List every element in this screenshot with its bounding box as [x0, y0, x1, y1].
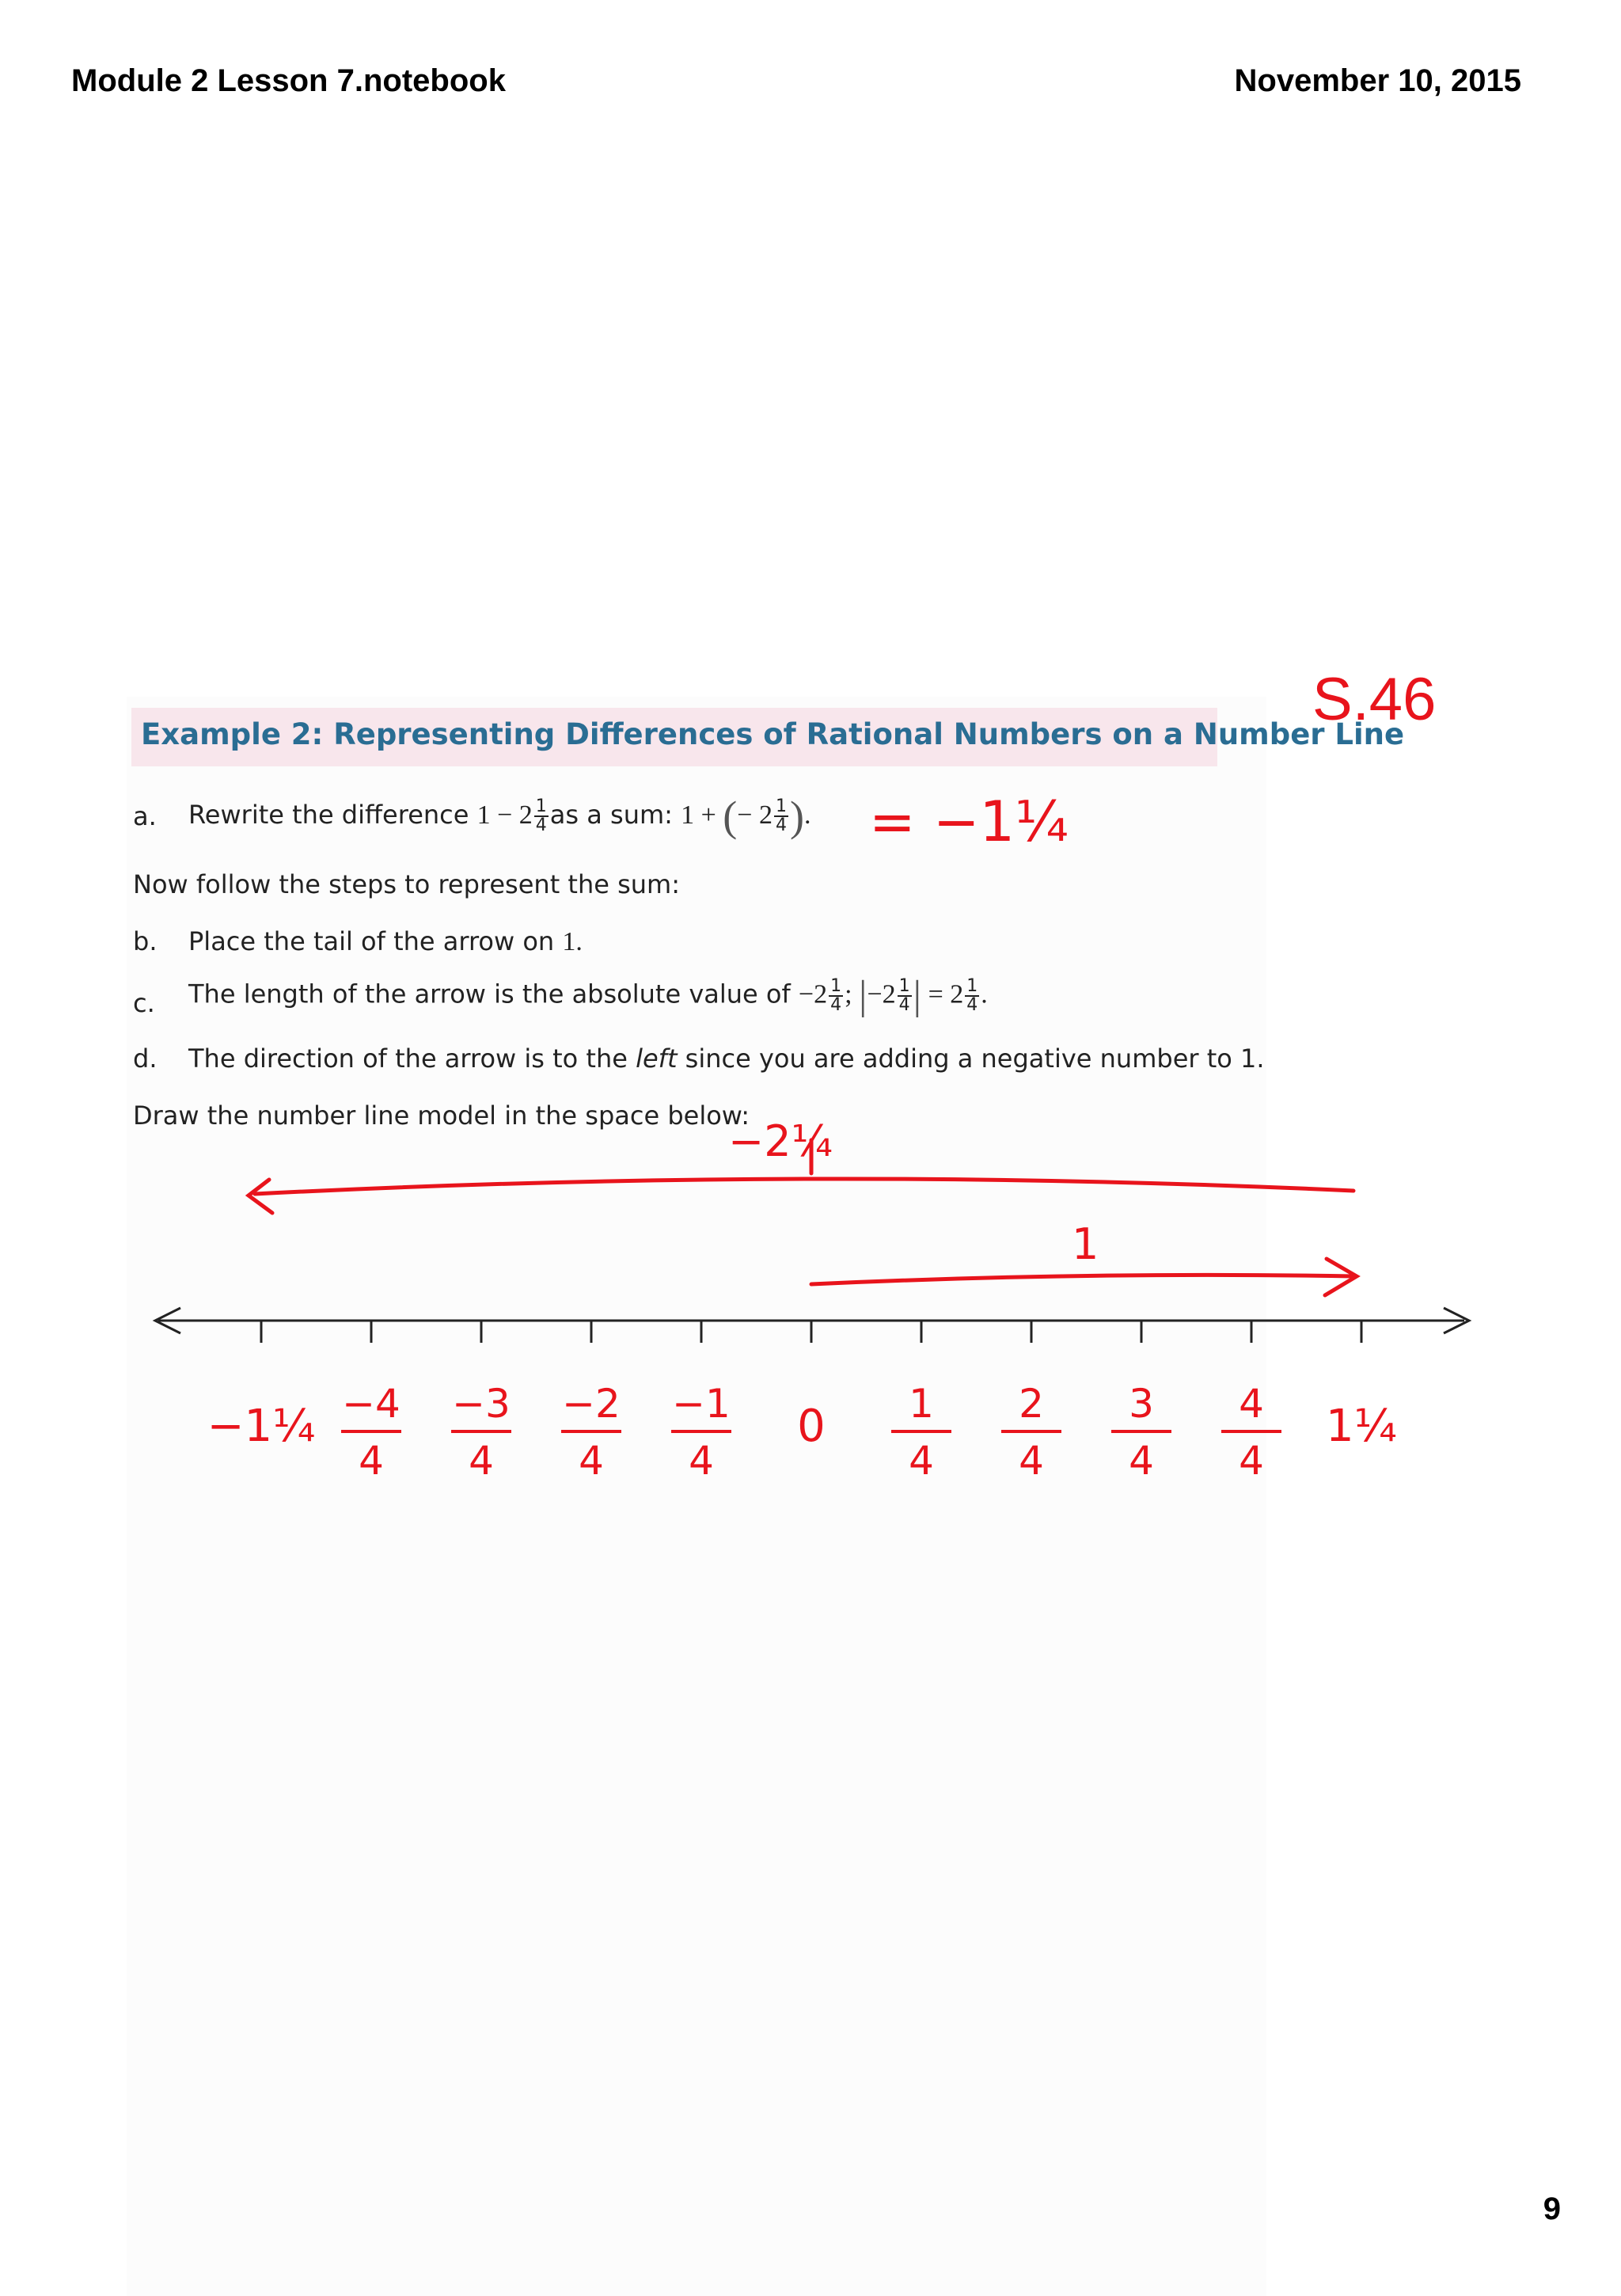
- paren-close: ): [789, 793, 804, 840]
- tick-label: [671, 1381, 731, 1484]
- item-d-marker: d.: [133, 1043, 158, 1074]
- tick-label: [1221, 1381, 1281, 1484]
- svg-text:3: 3: [1129, 1381, 1154, 1427]
- svg-text:4: 4: [909, 1438, 934, 1484]
- tick-label: [1001, 1381, 1061, 1484]
- tick-label: [1111, 1381, 1171, 1484]
- item-a-expr1: 1 − 2: [476, 800, 533, 830]
- svg-text:4: 4: [1239, 1438, 1264, 1484]
- tick-label: [561, 1381, 621, 1484]
- short-arrow: [811, 1275, 1353, 1284]
- svg-text:4: 4: [359, 1438, 384, 1484]
- svg-text:1¼: 1¼: [1326, 1401, 1397, 1452]
- svg-text:−1¼: −1¼: [207, 1401, 316, 1452]
- svg-text:4: 4: [1239, 1381, 1264, 1427]
- svg-text:−1: −1: [672, 1381, 731, 1427]
- tick-label: [891, 1381, 951, 1484]
- item-a-text2: as a sum:: [549, 800, 681, 830]
- item-a-text: Rewrite the difference 1 − 2 $\frac{1}{4}$ as a sum: 1 + (− 2 $\frac{1}{4}$ ).: [188, 793, 811, 840]
- item-c-text: The length of the arrow is the absolute value of −2 $\frac{1}{4}$ ; |−2 $\frac{1}{4}$ | = 2 $\frac{1}{4}$ .: [188, 973, 988, 1018]
- handwritten-answer: = −1¼: [869, 789, 1069, 854]
- paren-open: (: [723, 793, 738, 840]
- fraction-quarter: $\frac{1}{4}$: [535, 796, 547, 835]
- svg-text:4: 4: [1019, 1438, 1044, 1484]
- svg-text:4: 4: [689, 1438, 714, 1484]
- fraction-quarter: $\frac{1}{4}$: [898, 975, 910, 1015]
- page-date: November 10, 2015: [1234, 63, 1521, 98]
- notebook-title: Module 2 Lesson 7.notebook: [71, 63, 506, 98]
- svg-text:−4: −4: [342, 1381, 401, 1427]
- svg-text:0: 0: [797, 1401, 826, 1452]
- item-a-neg2: − 2: [737, 800, 773, 830]
- long-arrow-head: [249, 1180, 272, 1213]
- long-arrow: [255, 1179, 1353, 1194]
- svg-text:1: 1: [909, 1381, 934, 1427]
- svg-text:4: 4: [579, 1438, 604, 1484]
- fraction-quarter: $\frac{1}{4}$: [966, 975, 978, 1015]
- short-arrow-label: 1: [1072, 1219, 1099, 1269]
- item-a-text1: Rewrite the difference: [188, 800, 477, 830]
- svg-text:4: 4: [1129, 1438, 1154, 1484]
- item-a-expr2: 1 +: [681, 800, 723, 830]
- tick-label: [797, 1401, 826, 1452]
- item-b-text: Place the tail of the arrow on 1.: [188, 926, 583, 956]
- item-b-marker: b.: [133, 926, 158, 956]
- svg-text:4: 4: [469, 1438, 494, 1484]
- item-a-marker: a.: [133, 801, 157, 831]
- svg-text:2: 2: [1019, 1381, 1044, 1427]
- tick-label: [207, 1401, 316, 1452]
- item-d-text: The direction of the arrow is to the left since you are adding a negative number to 1.: [188, 1043, 1265, 1074]
- fraction-quarter: $\frac{1}{4}$: [830, 975, 842, 1015]
- steps-intro: Now follow the steps to represent the sum:: [133, 869, 680, 899]
- example-title: Example 2: Representing Differences of Rational Numbers on a Number Line: [141, 717, 1405, 751]
- page-number: 9: [1543, 2191, 1561, 2226]
- tick-label: [451, 1381, 511, 1484]
- svg-text:−3: −3: [452, 1381, 511, 1427]
- fraction-quarter: $\frac{1}{4}$: [775, 796, 787, 835]
- svg-text:−2: −2: [562, 1381, 621, 1427]
- tick-label: [341, 1381, 401, 1484]
- item-c-marker: c.: [133, 988, 155, 1018]
- handwritten-page-ref: S.46: [1312, 666, 1437, 733]
- tick-label: [1326, 1401, 1397, 1452]
- draw-prompt: Draw the number line model in the space below:: [133, 1100, 750, 1131]
- long-arrow-label: −2¼: [728, 1116, 833, 1166]
